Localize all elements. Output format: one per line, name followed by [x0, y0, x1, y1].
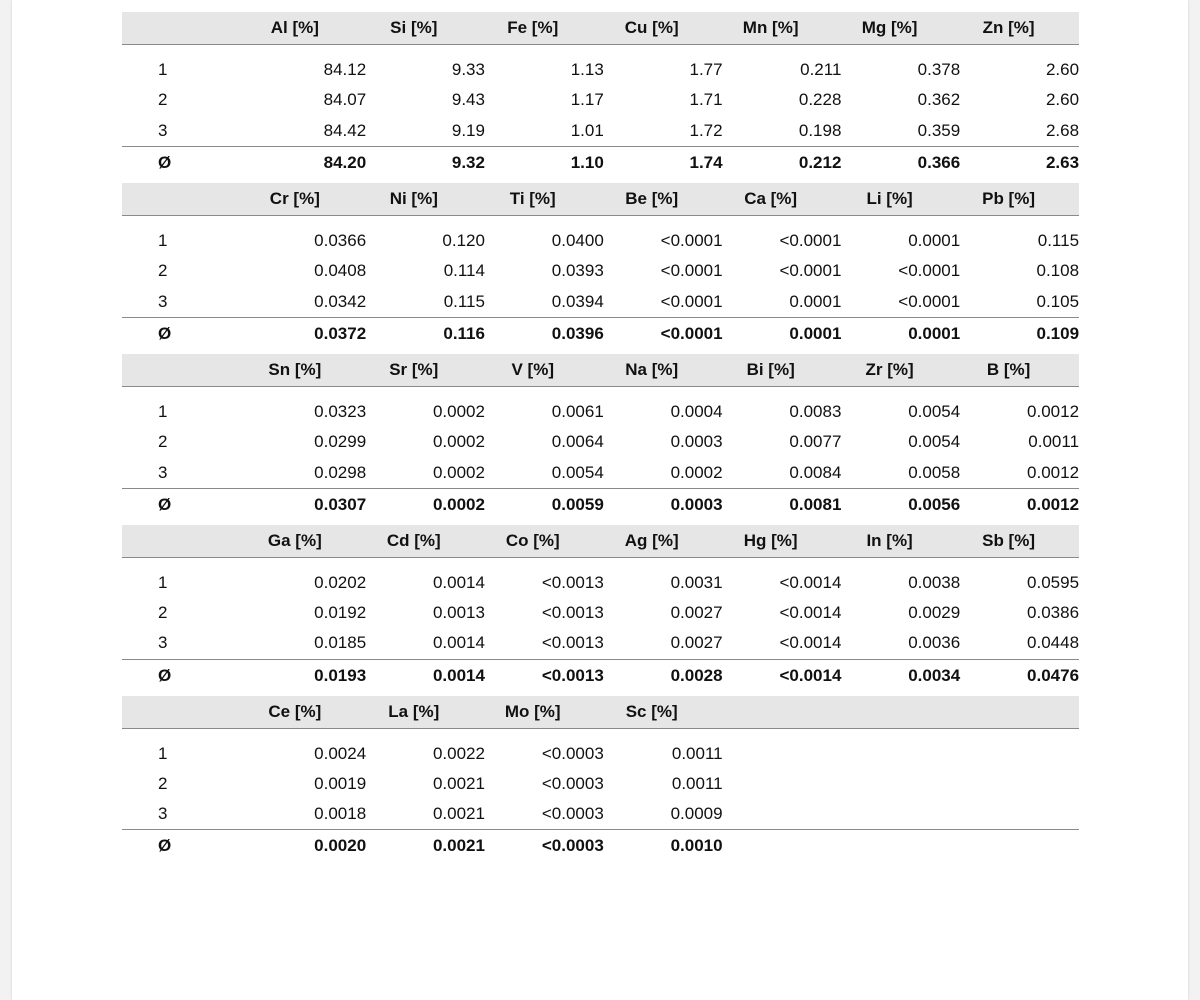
column-header: In [%]	[866, 530, 913, 550]
average-cell: 1.10	[570, 152, 604, 172]
table-block-2	[122, 183, 1079, 354]
row-index: 2	[158, 432, 168, 452]
column-header: Fe [%]	[507, 18, 559, 37]
table-cell: <0.0003	[541, 774, 604, 793]
table-cell: 9.33	[451, 60, 485, 80]
column-header: Cu [%]	[624, 18, 679, 37]
header-row	[122, 12, 1079, 45]
table-block-1	[122, 12, 1079, 183]
table-row	[122, 799, 1079, 829]
column-header: V [%]	[511, 359, 554, 379]
column-header: Co [%]	[505, 530, 560, 550]
table-cell: 0.0013	[432, 603, 485, 623]
column-header: La [%]	[388, 701, 440, 721]
table-cell: 0.0061	[551, 401, 604, 421]
column-header: Bi [%]	[746, 359, 795, 379]
table-cell: 0.0185	[314, 633, 367, 653]
average-cell: 0.0307	[314, 494, 367, 514]
table-cell: 1.71	[689, 90, 723, 110]
average-cell: 9.32	[451, 152, 485, 172]
row-index: 2	[158, 261, 168, 281]
average-cell: <0.0001	[660, 323, 723, 343]
average-cell: 0.0020	[314, 836, 367, 856]
column-header: Zn [%]	[982, 18, 1035, 37]
table-cell: 0.0011	[671, 774, 723, 793]
table-cell: <0.0001	[660, 231, 723, 251]
average-cell: 0.0014	[432, 665, 485, 685]
column-header: Ni [%]	[389, 188, 438, 208]
average-row	[122, 317, 1079, 350]
average-row	[122, 146, 1079, 179]
table-row	[122, 568, 1079, 598]
table-cell: 0.0004	[670, 401, 723, 421]
column-header: Sr [%]	[389, 359, 439, 379]
average-cell: 0.366	[917, 152, 961, 172]
column-header: Ca [%]	[744, 188, 798, 208]
table-cell: 0.0054	[908, 401, 961, 421]
row-index: 2	[158, 774, 168, 793]
table-cell: <0.0001	[779, 231, 842, 251]
table-cell: 0.0408	[314, 261, 367, 281]
table-block-5	[122, 696, 1079, 863]
column-header: Ti [%]	[509, 188, 556, 208]
element-composition-tables	[122, 12, 1079, 862]
table-cell: <0.0003	[541, 743, 604, 763]
header-row	[122, 696, 1079, 729]
column-header: Si [%]	[390, 18, 438, 37]
average-cell: 0.0002	[432, 494, 485, 514]
table-cell: 0.0002	[432, 432, 485, 452]
table-cell: <0.0001	[898, 291, 961, 311]
table-cell: 0.378	[917, 60, 961, 80]
average-cell: 0.0001	[908, 323, 961, 343]
table-cell: <0.0013	[541, 633, 604, 653]
average-cell: 2.63	[1045, 152, 1080, 172]
table-cell: 84.42	[323, 120, 367, 140]
table-cell: 1.13	[570, 60, 604, 80]
table-cell: 0.0021	[432, 774, 485, 793]
table-row	[122, 226, 1079, 256]
table-cell: 0.0366	[314, 231, 367, 251]
table-cell: 0.0595	[1027, 572, 1080, 592]
row-index: 2	[158, 603, 168, 623]
table-row	[122, 598, 1079, 628]
table-cell: 84.12	[323, 60, 367, 80]
table-cell: 0.0323	[314, 401, 367, 421]
table-cell: 0.0202	[314, 572, 367, 592]
table-cell: 0.105	[1036, 291, 1080, 311]
table-row	[122, 397, 1079, 427]
column-header: Al [%]	[270, 18, 319, 37]
row-index: 3	[158, 804, 168, 824]
average-symbol: Ø	[158, 323, 172, 343]
table-cell: 0.120	[442, 231, 485, 251]
average-cell: 0.0081	[789, 494, 842, 514]
table-cell: 0.0018	[314, 804, 367, 824]
column-header: Sb [%]	[982, 530, 1035, 550]
average-cell: 0.0476	[1027, 665, 1080, 685]
table-cell: 0.0002	[432, 401, 485, 421]
column-header: Hg [%]	[743, 530, 798, 550]
average-symbol: Ø	[158, 836, 172, 856]
column-header: Sc [%]	[625, 701, 678, 721]
table-cell: 0.0029	[908, 603, 961, 623]
table-cell: 1.72	[689, 120, 723, 140]
table-cell: 0.0009	[670, 804, 723, 824]
average-cell: <0.0014	[779, 665, 842, 685]
table-cell: 0.0386	[1027, 603, 1080, 623]
column-header: Ga [%]	[267, 530, 322, 550]
table-cell: 0.211	[800, 60, 842, 80]
table-cell: 0.0077	[789, 432, 842, 452]
row-index: 3	[158, 291, 168, 311]
average-cell: 84.20	[323, 152, 367, 172]
table-cell: 0.0192	[314, 603, 367, 623]
table-row	[122, 286, 1079, 316]
column-header: Mn [%]	[742, 18, 799, 37]
table-cell: <0.0014	[779, 633, 842, 653]
table-cell: 1.01	[570, 120, 604, 140]
table-row	[122, 628, 1079, 658]
average-symbol: Ø	[158, 665, 172, 685]
table-row	[122, 769, 1079, 799]
table-cell: 0.0299	[314, 432, 367, 452]
average-cell: 0.0056	[908, 494, 961, 514]
average-cell: 0.0028	[670, 665, 723, 685]
table-cell: 84.07	[323, 90, 367, 110]
column-header: Ag [%]	[624, 530, 679, 550]
row-index: 2	[158, 90, 168, 110]
table-cell: 0.0054	[908, 432, 961, 452]
table-cell: 0.108	[1036, 261, 1080, 281]
average-row	[122, 488, 1079, 521]
table-cell: 9.19	[451, 120, 485, 140]
average-cell: 0.0396	[551, 323, 604, 343]
table-cell: <0.0001	[660, 261, 723, 281]
row-index: 3	[158, 462, 168, 482]
header-row	[122, 354, 1079, 387]
table-row	[122, 85, 1079, 115]
table-cell: 2.68	[1045, 120, 1080, 140]
table-cell: 0.0024	[314, 743, 367, 763]
table-block-4	[122, 525, 1079, 696]
table-cell: 0.0011	[1028, 432, 1080, 452]
table-cell: 0.0002	[670, 462, 723, 482]
table-cell: 0.114	[443, 261, 485, 281]
table-cell: 0.0054	[551, 462, 604, 482]
table-cell: 0.0011	[671, 743, 723, 763]
column-header: Sn [%]	[268, 359, 322, 379]
table-cell: 0.0393	[551, 261, 604, 281]
average-cell: 0.212	[798, 152, 842, 172]
column-header: Cr [%]	[269, 188, 320, 208]
table-cell: 0.0038	[908, 572, 961, 592]
column-header: Na [%]	[625, 359, 679, 379]
table-cell: 0.0058	[908, 462, 961, 482]
row-index: 1	[158, 743, 168, 763]
table-cell: 2.60	[1045, 60, 1080, 80]
table-cell: 0.0031	[670, 572, 723, 592]
table-cell: 0.198	[798, 120, 842, 140]
table-cell: 0.0021	[432, 804, 485, 824]
table-cell: 0.0342	[314, 291, 367, 311]
table-cell: 0.0083	[789, 401, 842, 421]
table-cell: 0.115	[443, 291, 485, 311]
table-cell: <0.0014	[779, 603, 842, 623]
table-cell: 0.362	[917, 90, 961, 110]
document-page	[12, 0, 1188, 1000]
column-header: Mo [%]	[504, 701, 561, 721]
average-cell: 0.0021	[432, 836, 485, 856]
column-header: Ce [%]	[268, 701, 322, 721]
table-cell: 0.0027	[670, 633, 723, 653]
table-row	[122, 256, 1079, 286]
table-cell: 2.60	[1045, 90, 1080, 110]
average-row	[122, 829, 1079, 862]
column-header: Cd [%]	[386, 530, 441, 550]
table-cell: 9.43	[451, 90, 485, 110]
table-cell: 0.0002	[432, 462, 485, 482]
table-block-3	[122, 354, 1079, 525]
average-row	[122, 659, 1079, 692]
table-cell: 1.77	[689, 60, 723, 80]
column-header: Zr [%]	[865, 359, 914, 379]
table-cell: 0.0084	[789, 462, 842, 482]
table-row	[122, 427, 1079, 457]
table-cell: 0.0298	[314, 462, 367, 482]
average-cell: 0.0372	[314, 323, 367, 343]
column-header: Li [%]	[866, 188, 913, 208]
average-cell: 0.109	[1036, 323, 1080, 343]
row-index: 3	[158, 120, 168, 140]
row-index: 3	[158, 633, 168, 653]
table-row	[122, 739, 1079, 769]
table-cell: 0.0448	[1027, 633, 1080, 653]
table-row	[122, 55, 1079, 85]
average-cell: 0.116	[443, 323, 485, 343]
table-cell: 0.0003	[670, 432, 723, 452]
average-cell: 0.0193	[314, 665, 367, 685]
column-header: Mg [%]	[861, 18, 918, 37]
table-cell: 0.0012	[1027, 401, 1080, 421]
table-cell: <0.0001	[898, 261, 961, 281]
average-cell: 1.74	[689, 152, 723, 172]
row-index: 1	[158, 572, 168, 592]
table-cell: <0.0001	[660, 291, 723, 311]
average-cell: 0.0034	[908, 665, 961, 685]
average-cell: <0.0003	[541, 836, 604, 856]
average-cell: 0.0059	[551, 494, 604, 514]
average-cell: 0.0001	[789, 323, 842, 343]
row-index: 1	[158, 401, 168, 421]
table-cell: 0.0027	[670, 603, 723, 623]
table-cell: 0.0022	[432, 743, 485, 763]
table-cell: <0.0003	[541, 804, 604, 824]
average-cell: 0.0010	[670, 836, 723, 856]
table-cell: 0.0001	[789, 291, 842, 311]
table-cell: 0.0014	[432, 572, 485, 592]
average-cell: <0.0013	[541, 665, 604, 685]
column-header: Be [%]	[625, 188, 679, 208]
average-cell: 0.0012	[1027, 494, 1080, 514]
table-cell: 0.359	[917, 120, 961, 140]
table-cell: 0.0036	[908, 633, 961, 653]
table-cell: <0.0001	[779, 261, 842, 281]
header-row	[122, 183, 1079, 216]
table-row	[122, 116, 1079, 146]
table-cell: 0.0014	[432, 633, 485, 653]
table-cell: <0.0013	[541, 572, 604, 592]
column-header: B [%]	[986, 359, 1031, 379]
table-cell: 0.0064	[551, 432, 604, 452]
table-cell: 0.0001	[908, 231, 961, 251]
table-row	[122, 457, 1079, 487]
row-index: 1	[158, 60, 168, 80]
header-row	[122, 525, 1079, 558]
table-cell: <0.0014	[779, 572, 842, 592]
table-cell: 1.17	[570, 90, 604, 110]
table-cell: <0.0013	[541, 603, 604, 623]
row-index: 1	[158, 231, 168, 251]
table-cell: 0.0400	[551, 231, 604, 251]
table-cell: 0.115	[1037, 231, 1080, 251]
average-cell: 0.0003	[670, 494, 723, 514]
table-cell: 0.0019	[314, 774, 367, 793]
table-cell: 0.0394	[551, 291, 604, 311]
average-symbol: Ø	[158, 494, 172, 514]
average-symbol: Ø	[158, 152, 172, 172]
table-cell: 0.228	[798, 90, 842, 110]
column-header: Pb [%]	[982, 188, 1035, 208]
table-cell: 0.0012	[1027, 462, 1080, 482]
